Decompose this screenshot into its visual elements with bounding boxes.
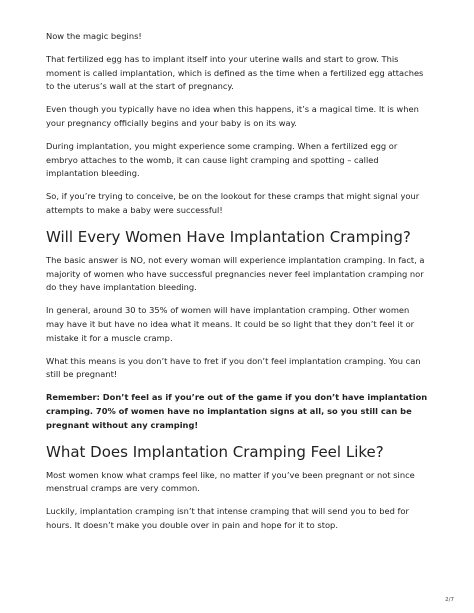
paragraph: Luckily, implantation cramping isn’t that intense cramping that will send you to bed for hours. It doesn’t make you double over in pain and hope for it to stop. — [46, 506, 409, 530]
paragraph: In general, around 30 to 35% of women will have implantation cramping. Other women may have it but have no idea what it means. It could be so light that they don’t feel it or mistake it for a muscle cramp. — [46, 305, 415, 343]
callout-paragraph: Remember: Don’t feel as if you’re out of the game if you don’t have implantation cramping. 70% of women have no implantation signs at all, so you still can be pregnant without any cramping! — [46, 392, 428, 430]
paragraph: During implantation, you might experience some cramping. When a fertilized egg or embryo attaches to the womb, it can cause light cramping and spotting – called implantation bleeding. — [46, 140, 398, 179]
paragraph: Most women know what cramps feel like, no matter if you’ve been pregnant or not since menstrual cramps are very common. — [46, 469, 415, 494]
paragraph: What this means is you don’t have to fret if you don’t feel implantation cramping. You can still be pregnant! — [46, 355, 421, 380]
paragraph: The basic answer is NO, not every woman will experience implantation cramping. In fact, a majority of women who have successful pregnancies never feel implantation cramping nor do they have implantation bleeding. — [46, 254, 425, 293]
paragraph: That fertilized egg has to implant itself into your uterine walls and start to grow. This moment is called implantation, which is defined as the time when a fertilized egg attaches to the uterus’s wall at the start of pregnancy. — [46, 53, 424, 92]
page-number: 2/7 — [445, 597, 454, 603]
paragraph: Now the magic begins! — [46, 31, 142, 41]
document-page — [46, 30, 428, 542]
section-heading: Will Every Women Have Implantation Cramping? — [46, 227, 411, 246]
paragraph: Even though you typically have no idea when this happens, it’s a magical time. It is when your pregnancy officially begins and your baby is on its way. — [46, 104, 419, 128]
paragraph: So, if you’re trying to conceive, be on the lookout for these cramps that might signal your attempts to make a baby were successful! — [46, 191, 420, 215]
section-heading: What Does Implantation Cramping Feel Like? — [46, 442, 384, 461]
